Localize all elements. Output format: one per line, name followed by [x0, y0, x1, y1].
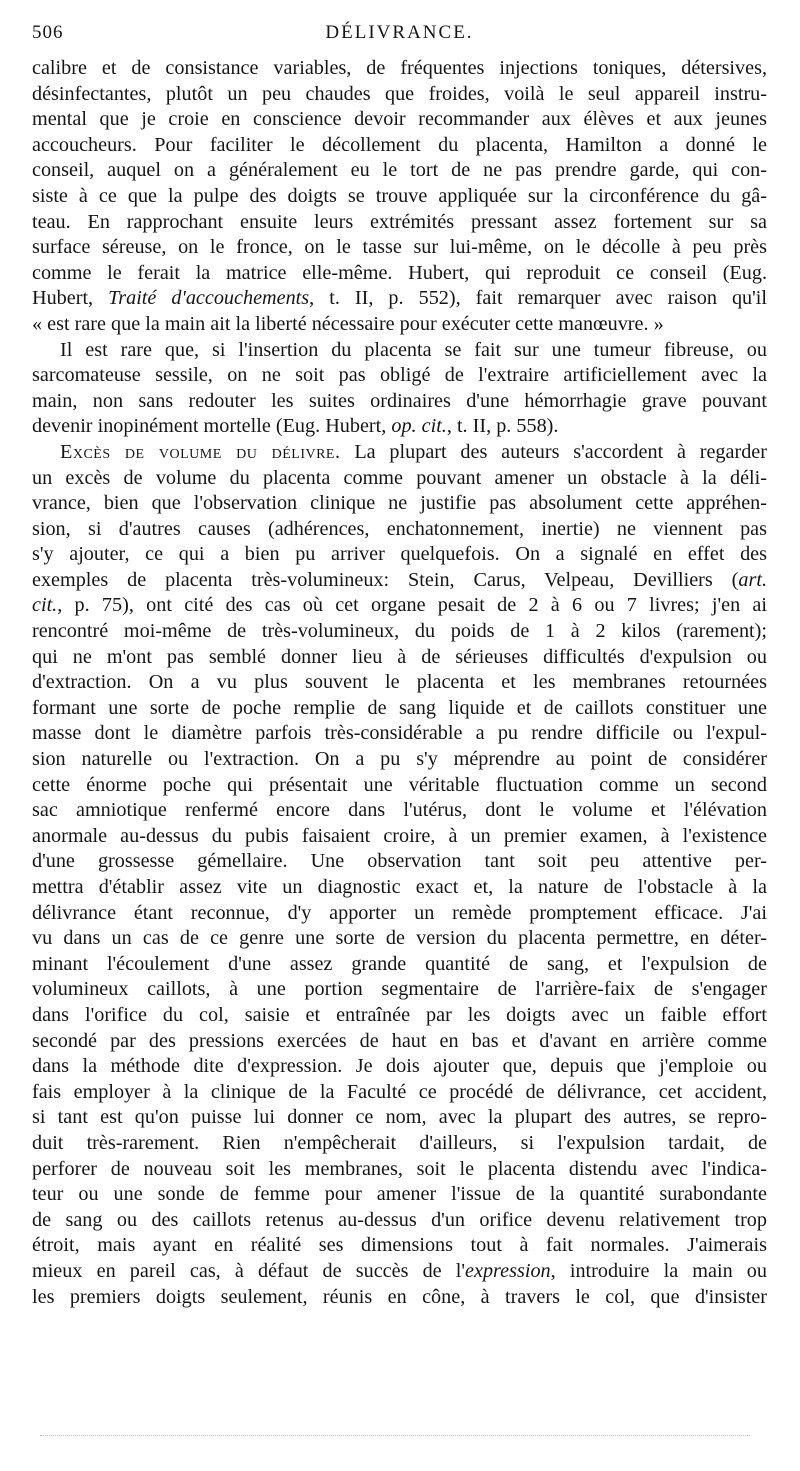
- text-line: [32, 133, 767, 159]
- text-run: vu dans un cas de ce genre une sorte de version du placenta permettre, en déter-: [32, 927, 767, 950]
- text-run: si tant est qu'on puisse lui donner ce nom, avec la plupart des autres, se repro-: [32, 1106, 767, 1129]
- text-run: sarcomateuse sessile, on ne soit pas obligé de l'extraire artificiellement avec la: [32, 364, 767, 387]
- text-run: dans la méthode dite d'expression. Je dois ajouter que, depuis que j'emploie ou: [32, 1055, 767, 1078]
- text-run: teur ou une sonde de femme pour amener l'issue de la quantité surabondante: [32, 1183, 767, 1206]
- text-run: secondé par des pressions exercées de haut en bas et d'avant en arrière comme: [32, 1029, 767, 1052]
- text-line: [32, 952, 767, 978]
- italic-run: expression: [465, 1259, 551, 1282]
- text-run: , introduire la main ou: [550, 1259, 767, 1282]
- text-run: mieux en pareil cas, à défaut de succès de l': [32, 1259, 466, 1282]
- text-line: [32, 849, 767, 875]
- text-line: [32, 1208, 767, 1234]
- text-run: surface séreuse, on le fronce, on le tasse sur lui-même, on le décolle à peu près: [32, 236, 767, 259]
- text-line: [32, 798, 767, 824]
- text-line: [32, 312, 767, 338]
- page-number: 506: [32, 22, 64, 43]
- italic-run: Traité d'accouchements: [108, 287, 310, 310]
- body-text: [32, 56, 767, 1310]
- text-run: les premiers doigts seulement, réunis en cône, à travers le col, que d'insister: [32, 1285, 767, 1308]
- text-run: de sang ou des caillots retenus au-dessus d'un orifice devenu relativement trop: [32, 1208, 767, 1231]
- text-line: [32, 363, 767, 389]
- text-run: étroit, mais ayant en réalité ses dimensions tout à fait normales. J'aimerais: [32, 1234, 767, 1257]
- text-run: teau. En rapprochant ensuite leurs extrémités pressant assez fortement sur sa: [32, 210, 767, 233]
- text-line: [32, 210, 767, 236]
- text-run: « est rare que la main ait la liberté nécessaire pour exécuter cette manœuvre. »: [32, 312, 664, 335]
- text-run: volumineux caillots, à une portion segmentaire de l'arrière-faix de s'engager: [32, 978, 767, 1001]
- text-run: anormale au-dessus du pubis faisaient croire, à un premier examen, à l'existence: [32, 824, 767, 847]
- text-line: [32, 721, 767, 747]
- text-line: [32, 1054, 767, 1080]
- text-run: La plupart des auteurs s'accordent à regarder: [340, 440, 767, 463]
- text-run: d'une grossesse gémellaire. Une observation tant soit peu attentive per-: [32, 850, 767, 873]
- text-line: [32, 466, 767, 492]
- text-line: [32, 1285, 767, 1311]
- text-line: [32, 645, 767, 671]
- text-line: [32, 261, 767, 287]
- text-run: calibre et de consistance variables, de fréquentes injections toniques, détersives,: [32, 57, 767, 79]
- page: [32, 0, 767, 1310]
- text-line: [32, 542, 767, 568]
- text-run: fais employer à la clinique de la Faculté ce procédé de délivrance, cet accident,: [32, 1080, 767, 1103]
- text-run: Il est rare que, si l'insertion du placenta se fait sur une tumeur fibreuse, ou: [60, 338, 767, 361]
- text-line: [32, 875, 767, 901]
- italic-run: cit.: [32, 594, 58, 617]
- text-line: [32, 1233, 767, 1259]
- text-run: Hubert,: [32, 287, 109, 310]
- text-line: [32, 1080, 767, 1106]
- text-run: un excès de volume du placenta comme pouvant amener un obstacle à la déli-: [32, 466, 767, 489]
- text-line: [32, 491, 767, 517]
- bottom-dotted-rule: [40, 1435, 750, 1436]
- text-run: sac amniotique renfermé encore dans l'utérus, dont le volume et l'élévation: [32, 799, 767, 822]
- text-run: accoucheurs. Pour faciliter le décollement du placenta, Hamilton a donné le: [32, 133, 767, 156]
- text-run: , t. II, p. 552), fait remarquer avec raison qu'il: [309, 287, 767, 310]
- text-run: s'y ajouter, ce qui a bien pu arriver quelquefois. On a signalé en effet des: [32, 543, 767, 566]
- italic-run: op. cit.: [391, 415, 447, 438]
- text-line: [32, 414, 767, 440]
- text-line: [32, 440, 767, 466]
- italic-run: art.: [738, 568, 767, 591]
- text-line: [32, 82, 767, 108]
- text-run: masse dont le diamètre parfois très-considérable a pu rendre difficile ou l'expul-: [32, 722, 767, 745]
- text-run: mental que je croie en conscience devoir recommander aux élèves et aux jeunes: [32, 108, 767, 131]
- text-line: [32, 1003, 767, 1029]
- text-line: [32, 107, 767, 133]
- text-run: cette énorme poche qui présentait une véritable fluctuation comme un second: [32, 773, 767, 796]
- text-line: [32, 901, 767, 927]
- running-title: DÉLIVRANCE.: [325, 22, 474, 43]
- text-run: minant l'écoulement d'une assez grande quantité de sang, et l'expulsion de: [32, 952, 767, 975]
- text-run: devenir inopinément mortelle (Eug. Hubert,: [32, 415, 392, 438]
- text-run: , t. II, p. 558).: [446, 415, 559, 438]
- text-line: [32, 593, 767, 619]
- text-run: exemples de placenta très-volumineux: Stein, Carus, Velpeau, Devilliers (: [32, 568, 739, 591]
- text-run: perforer de nouveau soit les membranes, soit le placenta distendu avec l'indica-: [32, 1157, 767, 1180]
- text-line: [32, 1105, 767, 1131]
- text-run: duit très-rarement. Rien n'empêcherait d'ailleurs, si l'expulsion tardait, de: [32, 1131, 767, 1154]
- text-line: [32, 1029, 767, 1055]
- text-line: [32, 1259, 767, 1285]
- text-line: [32, 56, 767, 82]
- text-line: [32, 568, 767, 594]
- text-run: dans l'orifice du col, saisie et entraînée par les doigts avec un faible effort: [32, 1003, 767, 1026]
- text-line: [32, 158, 767, 184]
- text-line: [32, 517, 767, 543]
- text-run: d'extraction. On a vu plus souvent le placenta et les membranes retournées: [32, 671, 767, 694]
- text-line: [32, 977, 767, 1003]
- text-line: [32, 670, 767, 696]
- text-run: comme le ferait la matrice elle-même. Hubert, qui reproduit ce conseil (Eug.: [32, 261, 767, 284]
- text-run: vrance, bien que l'observation clinique ne justifie pas absolument cette appréhen-: [32, 492, 767, 515]
- text-run: formant une sorte de poche remplie de sang liquide et de caillots constituer une: [32, 696, 767, 719]
- text-run: délivrance étant reconnue, d'y apporter un remède promptement efficace. J'ai: [32, 901, 767, 924]
- text-run: mettra d'établir assez vite un diagnostic exact et, la nature de l'obstacle à la: [32, 876, 767, 898]
- text-line: [32, 184, 767, 210]
- text-line: [32, 773, 767, 799]
- text-run: conseil, auquel on a généralement eu le tort de ne pas prendre garde, qui con-: [32, 159, 767, 182]
- text-run: sion, si d'autres causes (adhérences, enchatonnement, inertie) ne viennent pas: [32, 517, 767, 540]
- text-run: , p. 75), ont cité des cas où cet organe pesait de 2 à 6 ou 7 livres; j'en ai: [57, 594, 767, 617]
- running-header: [32, 22, 767, 56]
- text-line: [32, 1131, 767, 1157]
- text-line: [32, 926, 767, 952]
- text-line: [32, 338, 767, 364]
- text-run: siste à ce que la pulpe des doigts se trouve appliquée sur la circonférence du gâ-: [32, 184, 767, 207]
- text-line: [32, 747, 767, 773]
- section-heading: Excès de volume du délivre.: [60, 440, 341, 463]
- text-line: [32, 389, 767, 415]
- text-run: main, non sans redouter les suites ordinaires d'une hémorrhagie grave pouvant: [32, 389, 767, 412]
- text-run: qui ne m'ont pas semblé donner lieu à de sérieuses difficultés d'expulsion ou: [32, 645, 767, 668]
- text-run: désinfectantes, plutôt un peu chaudes que froides, voilà le seul appareil instru-: [32, 82, 767, 105]
- text-line: [32, 1182, 767, 1208]
- text-run: rencontré moi-même de très-volumineux, du poids de 1 à 2 kilos (rarement);: [32, 620, 767, 643]
- text-line: [32, 235, 767, 261]
- text-line: [32, 824, 767, 850]
- text-line: [32, 619, 767, 645]
- text-line: [32, 286, 767, 312]
- text-run: sion naturelle ou l'extraction. On a pu s'y méprendre au point de considérer: [32, 748, 767, 771]
- text-line: [32, 1157, 767, 1183]
- text-line: [32, 696, 767, 722]
